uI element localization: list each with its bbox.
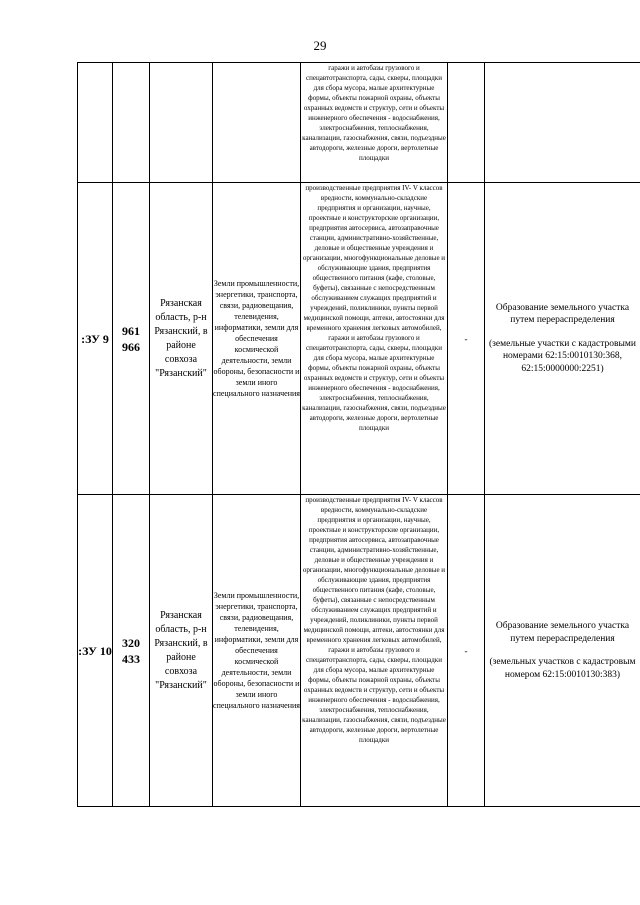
permitted-uses: производственные предприятия IV- V классов вредности, коммунально-складские предприятия и организации, научные, проектные и конструкторские организации, предприятия автосервиса, автозаправочные станции, административно-хозяйственные, деловые и общественные учреждения и организации, многофункциональные деловые и обслуживающие здания, предприятия общественного питания (кафе, столовые, буфеты), связанные с непосредственным обслуживанием служащих предприятий и учреждений, поликлиники, пункты первой медицинской помощи, аптеки, автостоянки для временного хранения легковых автомобилей, гаражи и автобазы грузового и спецавтотранспорта, сады, скверы, площадки для сбора мусора, малые архитектурные формы, объекты пожарной охраны, объекты охранных ведомств и структур, сети и объекты инженерного обеспечения - водоснабжения, электроснабжения, теплоснабжения, канализации, газоснабжения, связи, подъездные автодороги, железные дороги, вертолетные площадки: [301, 183, 448, 495]
parcel-location: Рязанская область, р-н Рязанский, в районе совхоза "Рязанский": [150, 183, 213, 495]
permitted-uses: гаражи и автобазы грузового и спецавтотранспорта, сады, скверы, площадки для сбора мусора, малые архитектурные формы, объекты пожарной охраны, объекты охранных ведомств и структур, сети и объекты инженерного обеспечения - водоснабжения, электроснабжения, теплоснабжения, канализации, газоснабжения, связи, подъездные автодороги, железные дороги, вертолетные площадки: [301, 63, 448, 183]
restriction-mark: -: [448, 183, 485, 495]
table-row: [78, 183, 640, 495]
parcel-location: Рязанская область, р-н Рязанский, в районе совхоза "Рязанский": [150, 495, 213, 807]
table-row: [78, 63, 640, 183]
parcel-area: 320 433: [113, 495, 150, 807]
parcel-table: [77, 62, 640, 807]
land-category: [213, 63, 301, 183]
land-category: Земли промышленности, энергетики, транспорта, связи, радиовещания, телевидения, информатики, земли для обеспечения космической деятельности, земли обороны, безопасности и земли иного специального назначения: [213, 183, 301, 495]
land-category: Земли промышленности, энергетики, транспорта, связи, радиовещания, телевидения, информатики, земли для обеспечения космической деятельности, земли обороны, безопасности и земли иного специального назначения: [213, 495, 301, 807]
table-row: [78, 495, 640, 807]
restriction-mark: -: [448, 495, 485, 807]
parcel-id: :ЗУ 9: [78, 183, 113, 495]
formation-note: [485, 183, 640, 495]
parcel-id: [78, 63, 113, 183]
cadastral-reference: (земельные участки с кадастровыми номерами 62:15:0010130:368, 62:15:0000000:2251): [489, 338, 636, 374]
parcel-area: [113, 63, 150, 183]
parcel-area: 961 966: [113, 183, 150, 495]
formation-note: [485, 495, 640, 807]
permitted-uses: производственные предприятия IV- V классов вредности, коммунально-складские предприятия и организации, научные, проектные и конструкторские организации, предприятия автосервиса, автозаправочные станции, административно-хозяйственные, деловые и общественные учреждения и организации, многофункциональные деловые и обслуживающие здания, предприятия общественного питания (кафе, столовые, буфеты), связанные с непосредственным обслуживанием служащих предприятий и учреждений, поликлиники, пункты первой медицинской помощи, аптеки, автостоянки для временного хранения легковых автомобилей, гаражи и автобазы грузового и спецавтотранспорта, сады, скверы, площадки для сбора мусора, малые архитектурные формы, объекты пожарной охраны, объекты охранных ведомств и структур, сети и объекты инженерного обеспечения - водоснабжения, электроснабжения, теплоснабжения, канализации, газоснабжения, связи, подъездные автодороги, железные дороги, вертолетные площадки: [301, 495, 448, 807]
restriction-mark: [448, 63, 485, 183]
parcel-location: [150, 63, 213, 183]
formation-method: Образование земельного участка путем перераспределения: [495, 621, 630, 644]
formation-note: [485, 63, 640, 183]
parcel-id: :ЗУ 10: [78, 495, 113, 807]
cadastral-reference: (земельных участков с кадастровым номером 62:15:0010130:383): [489, 657, 636, 680]
page-number: 29: [313, 38, 327, 53]
formation-method: Образование земельного участка путем перераспределения: [495, 302, 630, 326]
